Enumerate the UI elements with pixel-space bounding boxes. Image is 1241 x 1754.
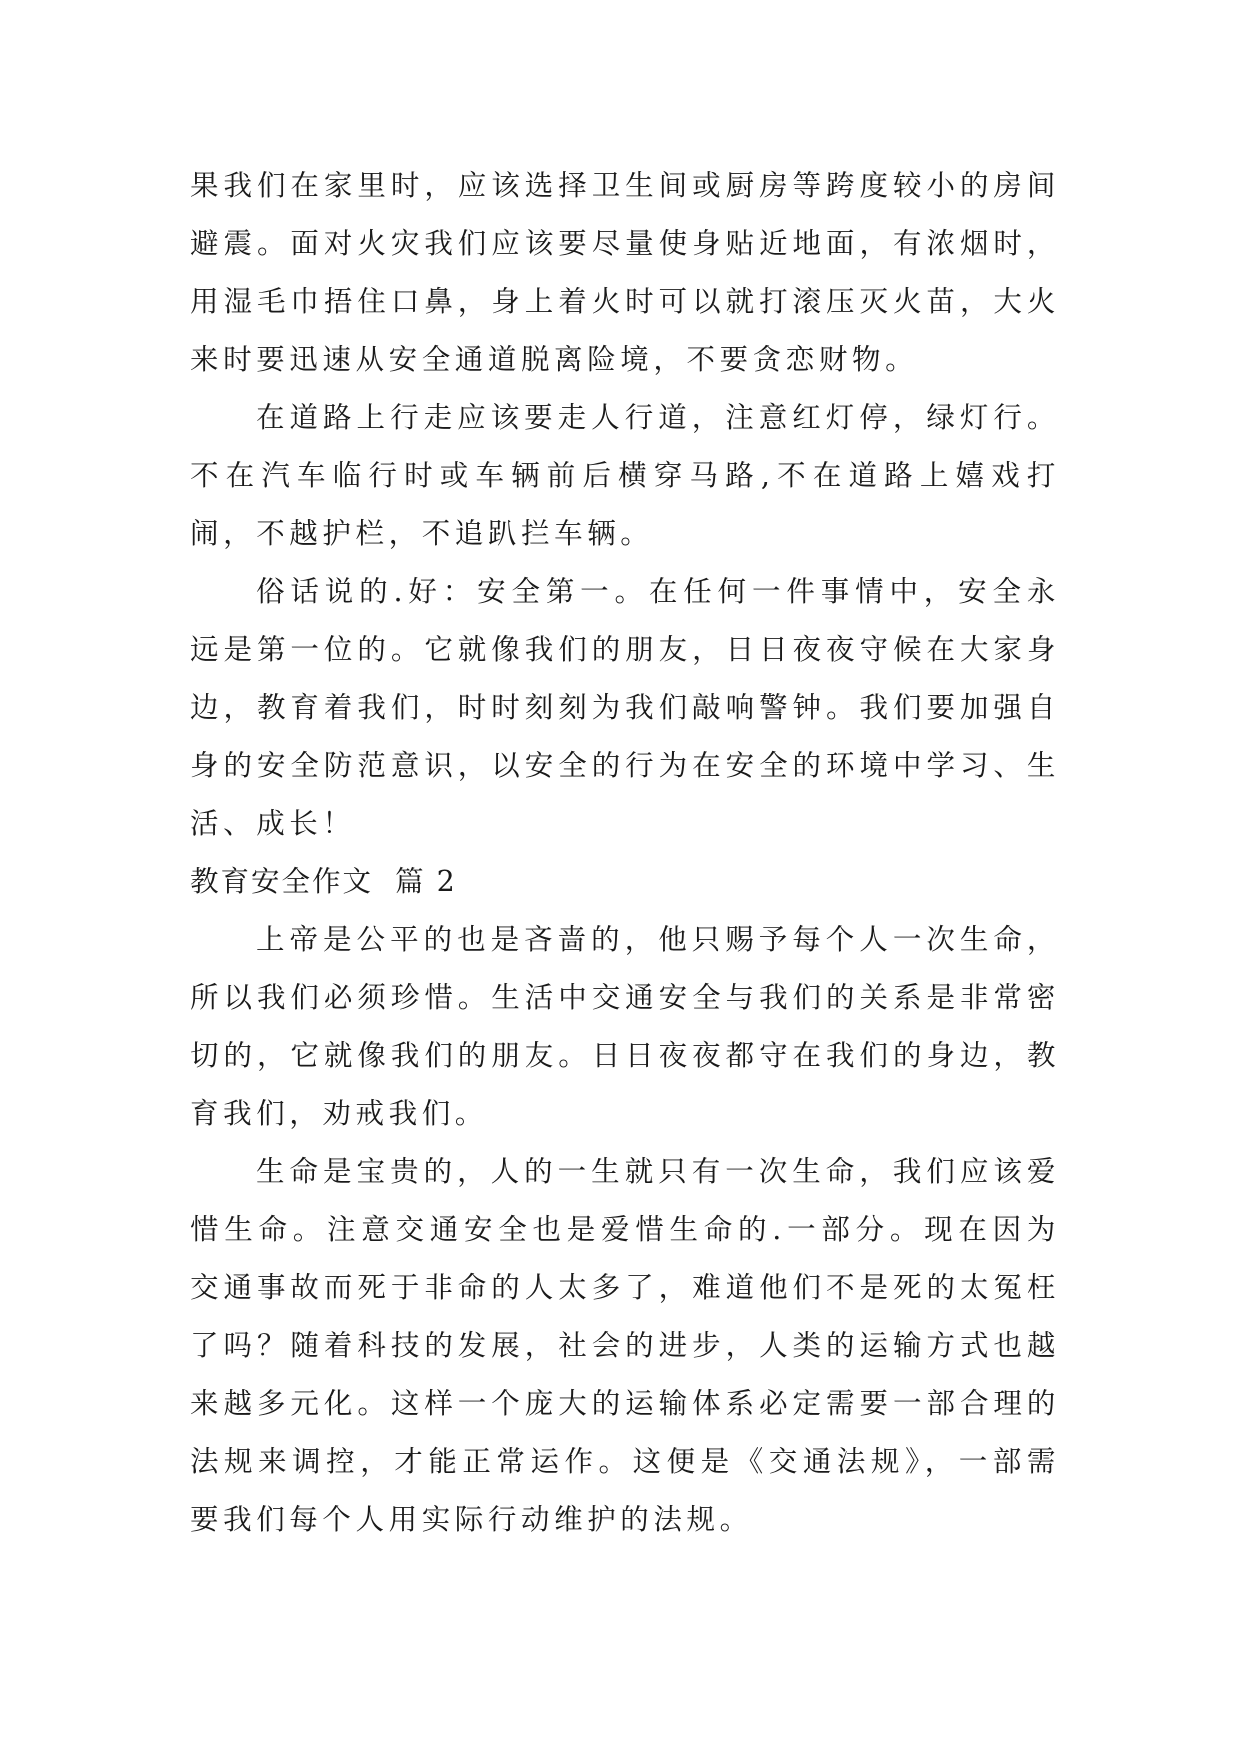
paragraph-road-safety: 在道路上行走应该要走人行道，注意红灯停，绿灯行。不在汽车临行时或车辆前后横穿马路,不在道路上嬉戏打闹，不越护栏，不追趴拦车辆。 [190, 401, 1060, 550]
paragraph-life-precious: 上帝是公平的也是吝啬的，他只赐予每个人一次生命，所以我们必须珍惜。生活中交通安全与我们的关系是非常密切的，它就像我们的朋友。日日夜夜都守在我们的身边，教育我们，劝戒我们。 [190, 923, 1060, 1130]
section-heading: 教育安全作文 篇 2 [190, 865, 457, 898]
document-body [190, 157, 1060, 1549]
paragraph-safety-first: 俗话说的.好：安全第一。在任何一件事情中，安全永远是第一位的。它就像我们的朋友，日日夜夜守候在大家身边，教育着我们，时时刻刻为我们敲响警钟。我们要加强自身的安全防范意识，以安全的行为在安全的环境中学习、生活、成长！ [190, 575, 1060, 840]
paragraph-earthquake-fire: 果我们在家里时，应该选择卫生间或厨房等跨度较小的房间避震。面对火灾我们应该要尽量使身贴近地面，有浓烟时，用湿毛巾捂住口鼻，身上着火时可以就打滚压灭火苗，大火来时要迅速从安全通道脱离险境，不要贪恋财物。 [190, 169, 1060, 376]
paragraph-traffic-law: 生命是宝贵的，人的一生就只有一次生命，我们应该爱惜生命。注意交通安全也是爱惜生命的.一部分。现在因为交通事故而死于非命的人太多了，难道他们不是死的太冤枉了吗？随着科技的发展，社会的进步，人类的运输方式也越来越多元化。这样一个庞大的运输体系必定需要一部合理的法规来调控，才能正常运作。这便是《交通法规》，一部需要我们每个人用实际行动维护的法规。 [190, 1155, 1060, 1536]
